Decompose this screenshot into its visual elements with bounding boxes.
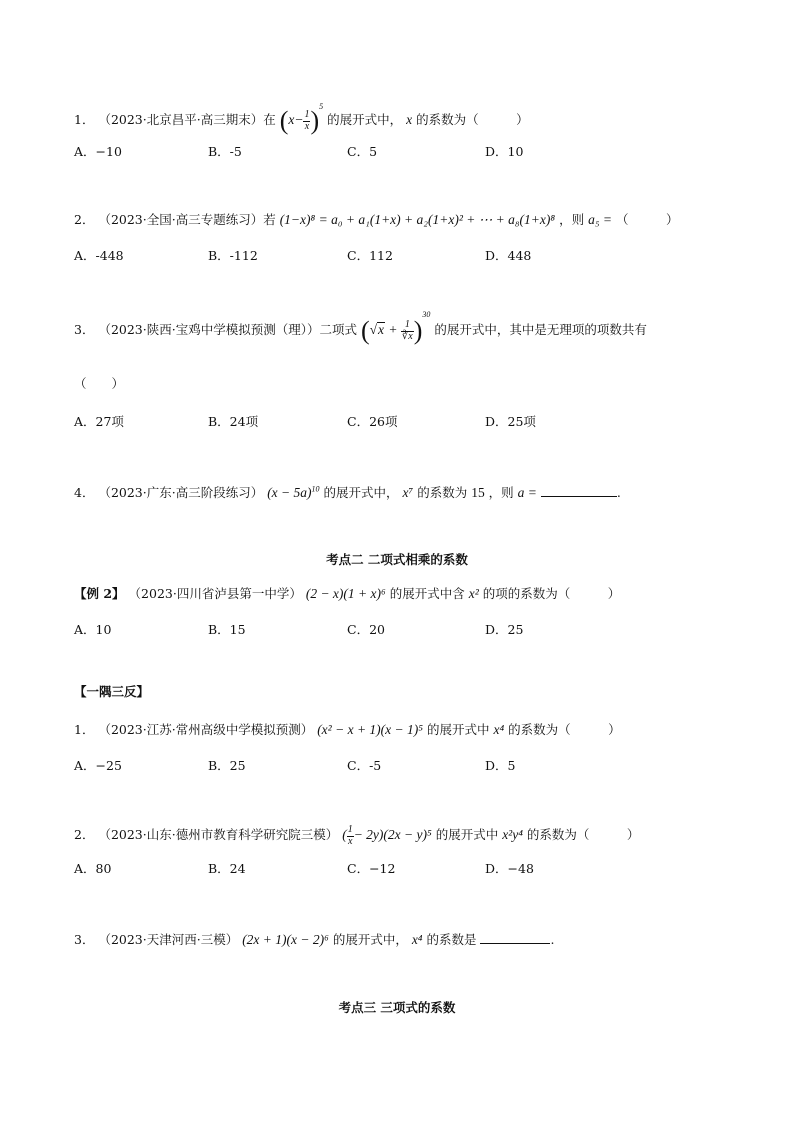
question-source: （2023·陕西·宝鸡中学模拟预测（理））二项式 — [98, 322, 357, 338]
question-text: ，则 — [488, 485, 514, 500]
question-number: 3． — [74, 322, 95, 338]
math-variable: x — [406, 112, 413, 128]
practice-2 — [74, 825, 639, 847]
option-d[interactable]: D．5 — [485, 758, 516, 773]
math-expression: (x² − x + 1)(x − 1)⁵ — [317, 722, 423, 737]
question-source: （2023·北京昌平·高三期末）在 — [98, 112, 276, 128]
question-text: 的展开式中， — [332, 932, 408, 947]
practice-section-title: 【一隅三反】 — [74, 684, 150, 699]
answer-blank[interactable] — [480, 931, 550, 944]
question-2 — [74, 213, 679, 227]
math-variable: x⁴ — [493, 722, 505, 737]
question-text: 的系数为 — [417, 485, 468, 500]
practice-1 — [74, 723, 621, 737]
option-a[interactable]: A．−10 — [74, 144, 122, 159]
question-4: 4． （2023·广东·高三阶段练习） $(x - 5a)^{10}$ 的展开式中， x⁷ 的系数为 15 ，则 a = . — [74, 484, 621, 500]
option-d[interactable]: D．10 — [485, 144, 524, 159]
option-c[interactable]: C．26项 — [347, 414, 398, 429]
question-text: ，则 — [559, 212, 585, 227]
option-c[interactable]: C．5 — [347, 144, 378, 159]
option-b[interactable]: B．-5 — [208, 144, 242, 159]
section-heading: 考点三 三项式的系数 — [338, 1000, 456, 1015]
question-text: 的展开式中含 — [389, 586, 465, 601]
example-tag: 【例 2】 — [74, 586, 125, 601]
option-a[interactable]: A．80 — [74, 861, 112, 876]
question-text: 的展开式中，其中是无理项的项数共有 — [434, 322, 647, 338]
question-1 — [74, 101, 529, 135]
question-text: 的系数为（ ） — [416, 112, 529, 128]
math-variable: x⁴ — [411, 932, 423, 947]
math-variable: x⁷ — [402, 485, 414, 500]
option-b[interactable]: B．25 — [208, 758, 246, 773]
question-source: （2023·全国·高三专题练习）若 — [98, 212, 276, 227]
question-text: 的展开式中， — [323, 485, 399, 500]
math-expression: $(x - 5a)^{10}$ — [267, 484, 320, 500]
option-d[interactable]: D．−48 — [485, 861, 534, 876]
question-source: （2023·江苏·常州高级中学模拟预测） — [98, 722, 314, 737]
answer-paren: （ ） — [74, 376, 125, 391]
math-expression: (2 − x)(1 + x)⁶ — [305, 586, 386, 601]
option-a[interactable]: A．−25 — [74, 758, 122, 773]
option-a[interactable]: A．-448 — [74, 248, 124, 263]
math-variable: x² — [468, 586, 479, 601]
math-variable: x²y⁴ — [502, 827, 523, 843]
practice-3: 3． （2023·天津河西·三模） (2x + 1)(x − 2)⁶ 的展开式中， x⁴ 的系数是 . — [74, 932, 555, 947]
question-text: 的系数为（ ） — [526, 827, 640, 843]
option-d[interactable]: D．448 — [485, 248, 532, 263]
math-expression: (1−x)⁸ = a₀ + a₁(1+x) + a₂(1+x)² + ⋯ + a₈(1+x)⁸ — [279, 212, 556, 227]
question-source: （2023·四川省泸县第一中学） — [128, 586, 302, 601]
option-b[interactable]: B．15 — [208, 622, 246, 637]
question-number: 2． — [74, 212, 95, 227]
example-2 — [74, 587, 620, 601]
question-number: 3． — [74, 932, 95, 947]
question-number: 1． — [74, 112, 95, 128]
option-c[interactable]: C．112 — [347, 248, 393, 263]
option-a[interactable]: A．10 — [74, 622, 112, 637]
option-b[interactable]: B．24项 — [208, 414, 259, 429]
option-c[interactable]: C．-5 — [347, 758, 382, 773]
question-number: 1． — [74, 722, 95, 737]
math-value: 15 — [471, 485, 485, 500]
option-a[interactable]: A．27项 — [74, 414, 124, 429]
question-3 — [74, 309, 647, 345]
option-b[interactable]: B．-112 — [208, 248, 258, 263]
question-source: （2023·天津河西·三模） — [98, 932, 239, 947]
option-b[interactable]: B．24 — [208, 861, 246, 876]
math-expression: (2x + 1)(x − 2)⁶ — [242, 932, 329, 947]
math-target: a₅ = — [588, 212, 612, 227]
question-text: 的展开式中 — [435, 827, 499, 843]
math-expression: ( $\frac{1}{x}$ − 2y)(2x − y)⁵ — [342, 824, 432, 847]
math-expression: (x− $\frac{1}{x}$ )$^5$ — [279, 101, 324, 135]
question-number: 4． — [74, 485, 95, 500]
question-text: 的项的系数为（ ） — [482, 586, 621, 601]
answer-blank[interactable] — [541, 484, 617, 497]
question-text: 的展开式中， — [327, 112, 403, 128]
section-heading: 考点二 二项式相乘的系数 — [326, 552, 468, 567]
math-target: a = — [517, 485, 537, 500]
option-c[interactable]: C．−12 — [347, 861, 396, 876]
question-source: （2023·山东·德州市教育科学研究院三模） — [98, 827, 339, 843]
question-text: 的系数为（ ） — [508, 722, 621, 737]
question-text: 的展开式中 — [426, 722, 490, 737]
option-c[interactable]: C．20 — [347, 622, 385, 637]
question-text: 的系数是 — [426, 932, 477, 947]
question-number: 2． — [74, 827, 95, 843]
math-expression: (√x + $\frac{1}{∛x}$ )$^{30}$ — [360, 309, 431, 345]
question-text: （ ） — [615, 212, 679, 227]
option-d[interactable]: D．25项 — [485, 414, 536, 429]
option-d[interactable]: D．25 — [485, 622, 524, 637]
question-source: （2023·广东·高三阶段练习） — [98, 485, 264, 500]
